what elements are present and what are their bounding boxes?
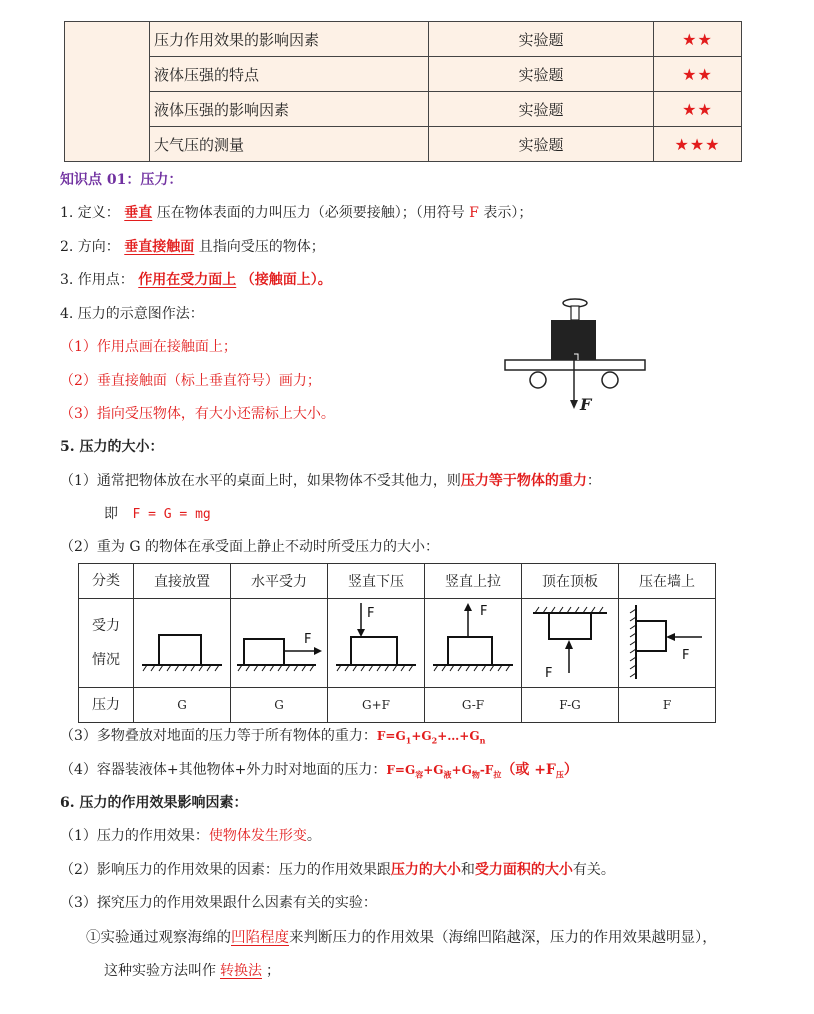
formula-part: -F (479, 763, 494, 777)
size-formula-line (104, 504, 211, 525)
row-label-cell (79, 599, 134, 688)
definition-line (60, 203, 532, 223)
point-suffix: （接触面上）。 (240, 272, 332, 288)
diagram-rule-3: （3）指向受压物体，有大小还需标上大小。 (60, 406, 335, 422)
type-cell: 实验题 (429, 92, 654, 127)
effect2-prefix: （2）影响压力的作用效果的因素：压力的作用效果跟 (60, 862, 391, 878)
force-label: F (545, 666, 553, 681)
result-label-cell: 压力 (79, 688, 134, 723)
effect1-suffix: 。 (306, 828, 321, 844)
result-cell: G (134, 688, 231, 723)
effect2-highlight-2: 受力面积的大小 (474, 862, 573, 878)
diagram-rule-2: （2）垂直接触面（标上垂直符号）画力； (60, 373, 321, 389)
formula-part: +G (411, 729, 432, 743)
section-title: 知识点 01：压力： (60, 172, 183, 188)
table-row (65, 57, 742, 92)
size3-prefix: （3）多物叠放对地面的压力等于所有物体的重力： (60, 728, 377, 744)
force-label: F (304, 632, 312, 647)
size3-formula (376, 729, 486, 746)
type-cell: 实验题 (429, 57, 654, 92)
formula-sub: 液 (443, 769, 452, 780)
size-line-4 (60, 760, 578, 784)
diagram-cell (134, 599, 231, 688)
symbol-f: F (469, 205, 479, 221)
direction-suffix: 且指向受压的物体； (198, 239, 325, 255)
force-label: F (580, 395, 592, 414)
definition-text: 压在物体表面的力叫压力（必须要接触）；（用符号 (156, 205, 470, 221)
formula-sub: n (479, 735, 486, 746)
pressure-diagram-figure (500, 296, 650, 416)
vertical-push-diagram (331, 599, 421, 683)
formula: F = G = mg (132, 507, 211, 522)
effect-heading: 6. 压力的作用效果影响因素： (60, 795, 248, 811)
formula-prefix: 即 (104, 506, 118, 522)
force-label: F (367, 606, 375, 621)
formula-sub: 容 (415, 769, 424, 780)
force-label: F (480, 604, 488, 619)
experiment-line-2 (104, 961, 280, 981)
effect-line-2 (60, 860, 615, 880)
vertical-pull-diagram (428, 599, 518, 683)
result-cell: G (231, 688, 328, 723)
formula-part: ） (563, 762, 578, 778)
exp1-answer: 凹陷程度 (231, 930, 289, 946)
horizontal-force-diagram (234, 599, 324, 683)
size-line-3 (60, 726, 485, 750)
diagram-cell (425, 599, 522, 688)
diagram-cell (328, 599, 425, 688)
header-cell: 压在墙上 (619, 564, 716, 599)
result-cell: G+F (328, 688, 425, 723)
header-cell: 竖直上拉 (425, 564, 522, 599)
size-heading: 5. 压力的大小： (60, 439, 164, 455)
formula-sub: 2 (431, 735, 438, 746)
topic-cell: 压力作用效果的影响因素 (150, 22, 429, 57)
force-table (78, 563, 716, 723)
table-row (65, 92, 742, 127)
result-cell: F-G (522, 688, 619, 723)
point-answer: 作用在受力面上 (138, 272, 237, 288)
diagram-rule-1: （1）作用点画在接触面上； (60, 339, 237, 355)
exp2-answer: 转换法 (220, 963, 262, 979)
size4-formula (386, 762, 578, 780)
row-label-2: 情况 (92, 652, 120, 668)
exp1-suffix: 来判断压力的作用效果（海绵凹陷越深，压力的作用效果越明显）， (289, 930, 717, 946)
formula-sub: 1 (405, 735, 412, 746)
stars-cell: ★★★ (654, 127, 742, 162)
table-row (65, 127, 742, 162)
effect-line-1 (60, 826, 321, 846)
ceiling-push-diagram (525, 599, 615, 683)
header-cell: 直接放置 (134, 564, 231, 599)
point-prefix: 3. 作用点： (60, 272, 134, 288)
diagram-cell (619, 599, 716, 688)
size-line-2: （2）重为 G 的物体在承受面上静止不动时所受压力的大小： (60, 539, 439, 555)
formula-part: F=G (376, 729, 406, 743)
direction-answer: 垂直接触面 (124, 239, 195, 255)
definition-answer: 垂直 (124, 205, 153, 221)
stars-cell: ★★ (654, 22, 742, 57)
diagram-heading: 4. 压力的示意图作法： (60, 306, 204, 322)
table-row (79, 564, 716, 599)
direct-placement-diagram (137, 599, 227, 683)
table-row (79, 688, 716, 723)
formula-part: +G (451, 763, 472, 777)
topic-cell: 液体压强的影响因素 (150, 92, 429, 127)
size-line-1 (60, 471, 601, 491)
exp1-prefix: ①实验通过观察海绵的 (86, 930, 231, 946)
size1-highlight: 压力等于物体的重力 (460, 473, 587, 489)
formula-part: +G (423, 763, 444, 777)
table-row (65, 22, 742, 57)
header-cell: 顶在顶板 (522, 564, 619, 599)
size1-prefix: （1）通常把物体放在水平的桌面上时，如果物体不受其他力，则 (60, 473, 461, 489)
size4-prefix: （4）容器装液体+其他物体+外力时对地面的压力： (60, 762, 387, 778)
point-line (60, 270, 332, 290)
formula-sub: 物 (471, 769, 480, 780)
exp2-suffix: ； (266, 963, 280, 979)
direction-line (60, 237, 325, 257)
effect1-prefix: （1）压力的作用效果： (60, 828, 209, 844)
size1-suffix: ： (586, 473, 601, 489)
effect-line-3: （3）探究压力的作用效果跟什么因素有关的实验： (60, 895, 377, 911)
type-cell: 实验题 (429, 127, 654, 162)
header-cell: 水平受力 (231, 564, 328, 599)
wall-push-diagram (622, 599, 712, 683)
result-cell: F (619, 688, 716, 723)
type-cell: 实验题 (429, 22, 654, 57)
result-cell: G-F (425, 688, 522, 723)
direction-prefix: 2. 方向： (60, 239, 120, 255)
merged-cell (65, 22, 150, 162)
diagram-cell (522, 599, 619, 688)
definition-prefix: 1. 定义： (60, 205, 120, 221)
force-label: F (682, 648, 690, 663)
formula-part: F=G (386, 763, 416, 777)
stars-cell: ★★ (654, 57, 742, 92)
exp2-prefix: 这种实验方法叫作 (104, 963, 216, 979)
formula-sub: 拉 (493, 769, 502, 780)
table-row (79, 599, 716, 688)
formula-sub: 压 (555, 769, 564, 780)
row-label-1: 受力 (92, 618, 120, 634)
definition-suffix: 表示）； (478, 205, 533, 221)
topic-cell: 大气压的测量 (150, 127, 429, 162)
header-cell: 竖直下压 (328, 564, 425, 599)
effect2-mid: 和 (460, 862, 475, 878)
effect2-highlight-1: 压力的大小 (390, 862, 461, 878)
experiment-line-1 (86, 928, 717, 948)
topic-cell: 液体压强的特点 (150, 57, 429, 92)
stars-cell: ★★ (654, 92, 742, 127)
effect1-highlight: 使物体发生形变 (208, 828, 307, 844)
effect2-suffix: 有关。 (572, 862, 615, 878)
formula-part: （或 +F (501, 762, 556, 778)
diagram-cell (231, 599, 328, 688)
topic-table (64, 21, 742, 162)
formula-part: +…+G (437, 729, 480, 743)
header-cell: 分类 (79, 564, 134, 599)
